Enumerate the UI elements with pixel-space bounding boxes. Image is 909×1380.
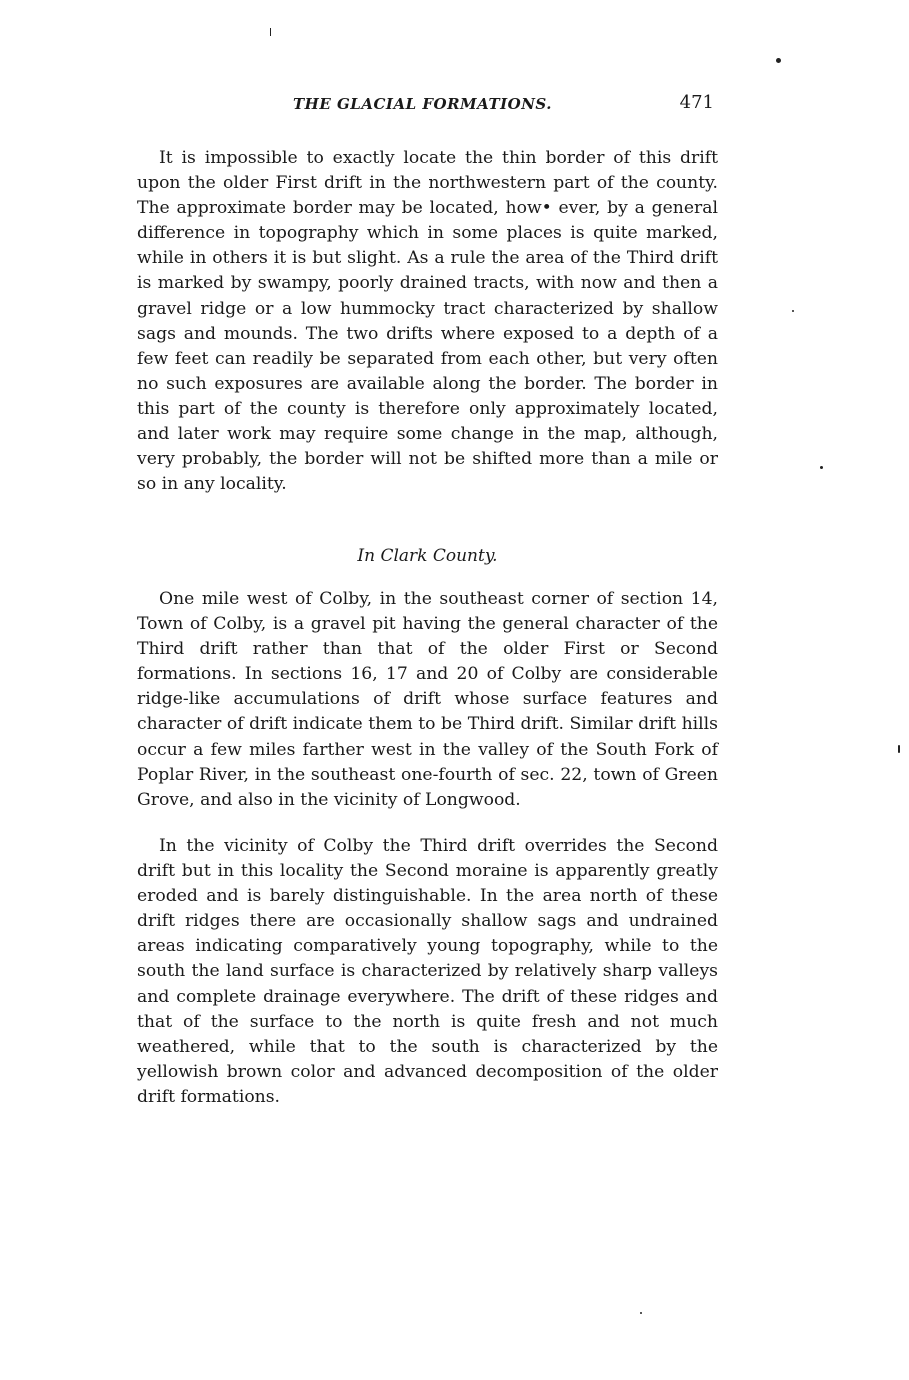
scan-speck — [898, 745, 900, 753]
paragraph-1: It is impossible to exactly locate the thin border of this drift upon the older First drift in the northwestern part of the county. The approximate border may be located, how• ever, by a general difference in topography which in some places is quite marked, while in others it is but slight. As a rule the area of the Third drift is marked by swampy, poorly drained tracts, with now and then a gravel ridge or a low hummocky tract characterized by shallow sags and mounds. The two drifts where exposed to a depth of a few feet can readily be separated from each other, but very often no such exposures are available along the border. The border in this part of the county is therefore only approximately located, and later work may require some change in the map, although, very probably, the border will not be shifted more than a mile or so in any locality. — [137, 148, 718, 495]
scan-speck — [270, 28, 271, 36]
scan-speck — [792, 310, 794, 312]
running-head: THE GLACIAL FORMATIONS. — [293, 95, 552, 113]
scan-speck — [776, 58, 781, 63]
section-heading: In Clark County. — [357, 546, 498, 566]
paragraph-3: In the vicinity of Colby the Third drift overrides the Second drift but in this locality the Second moraine is apparently greatly eroded and is barely distinguishable. In the area north of these drift ridges there are occasionally shallow sags and undrained areas indicating comparatively young topography, while to the south the land surface is characterized by relatively sharp valleys and complete drainage everywhere. The drift of these ridges and that of the surface to the north is quite fresh and not much weathered, while that to the south is characterized by the yellowish brown color and advanced decomposition of the older drift formations. — [137, 836, 718, 1107]
page-header — [140, 92, 718, 122]
paragraph-1-block — [137, 146, 718, 497]
scan-speck — [820, 466, 823, 469]
paragraph-2: One mile west of Colby, in the southeast corner of section 14, Town of Colby, is a gravel pit having the general character of the Third drift rather than that of the older First or Second formations. In sections 16, 17 and 20 of Colby are considerable ridge-like accumulations of drift whose surface features and character of drift indicate them to be Third drift. Similar drift hills occur a few miles farther west in the valley of the South Fork of Poplar River, in the southeast one-fourth of sec. 22, town of Green Grove, and also in the vicinity of Longwood. — [137, 589, 718, 810]
paragraph-3-block — [137, 834, 718, 1110]
page-number: 471 — [679, 92, 714, 113]
scan-speck — [640, 1312, 642, 1314]
paragraph-2-block — [137, 587, 718, 813]
